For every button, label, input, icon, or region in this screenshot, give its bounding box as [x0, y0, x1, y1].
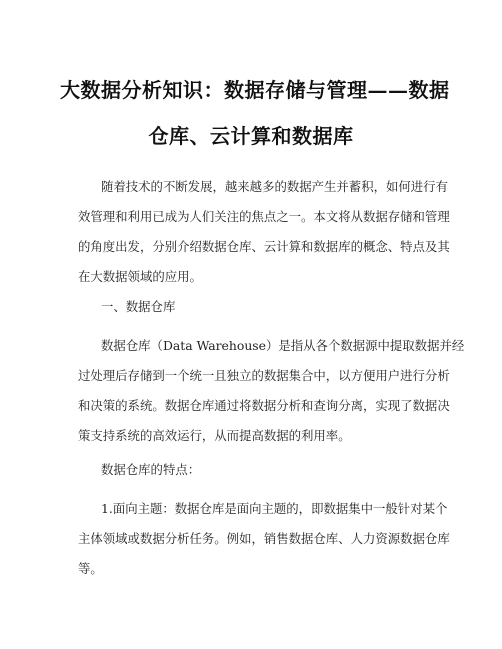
features-heading: 数据仓库的特点：	[101, 462, 201, 477]
document-title-line-2: 仓库、云计算和数据库	[148, 124, 354, 148]
paragraph-1-line-4: 在大数据领域的应用。	[78, 269, 202, 284]
feature-1-line-3: 等。	[78, 561, 103, 576]
paragraph-1-line-2: 效管理和利用已成为人们关注的焦点之一。本文将从数据存储和管理	[78, 209, 450, 224]
section-heading-data-warehouse: 一、数据仓库	[101, 299, 176, 314]
paragraph-2-line-1: 数据仓库（Data Warehouse）是指从各个数据源中提取数据并经	[101, 338, 465, 353]
document-title-line-1: 大数据分析知识：数据存储与管理——数据	[60, 78, 450, 102]
paragraph-2-line-2: 过处理后存储到一个统一且独立的数据集合中，以方便用户进行分析	[78, 368, 450, 383]
feature-1-line-1: 1.面向主题：数据仓库是面向主题的，即数据集中一般针对某个	[101, 501, 448, 516]
paragraph-1-line-3: 的角度出发，分别介绍数据仓库、云计算和数据库的概念、特点及其	[78, 239, 450, 254]
paragraph-1-line-1: 随着技术的不断发展，越来越多的数据产生并蓄积，如何进行有	[101, 179, 448, 194]
feature-1-line-2: 主体领域或数据分析任务。例如，销售数据仓库、人力资源数据仓库	[78, 531, 450, 546]
paragraph-2-line-4: 策支持系统的高效运行，从而提高数据的利用率。	[78, 428, 351, 443]
paragraph-2-line-3: 和决策的系统。数据仓库通过将数据分析和查询分离，实现了数据决	[78, 398, 450, 413]
